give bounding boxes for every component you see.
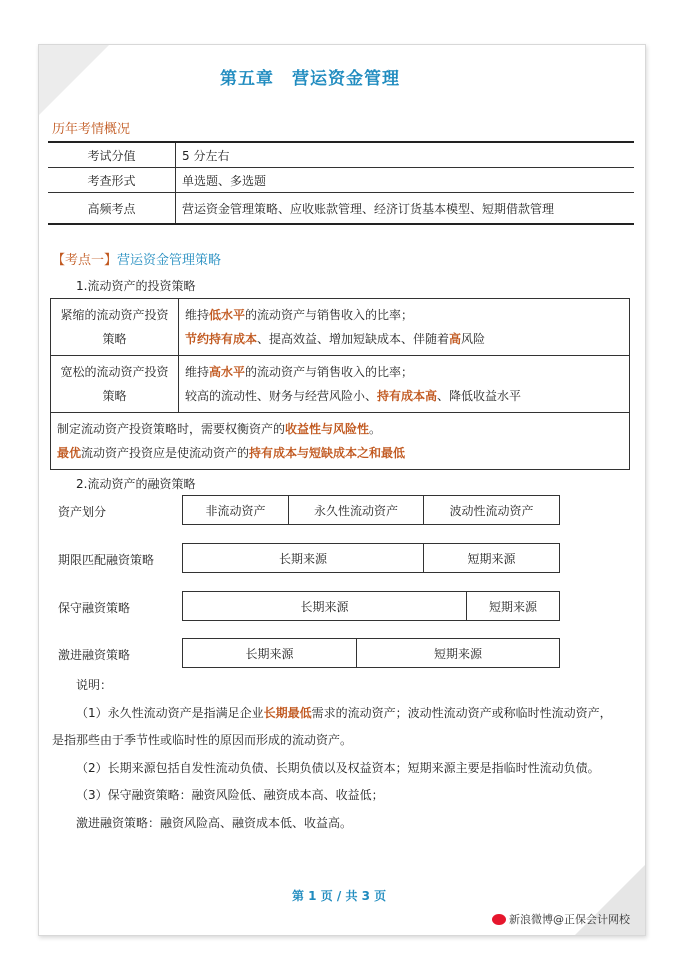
page-number: 第 1 页 / 共 3 页	[292, 889, 387, 903]
tight-strategy-label: 紧缩的流动资产投资策略	[51, 299, 179, 356]
table-row	[48, 168, 634, 193]
overview-heading: 历年考情概况	[52, 122, 131, 137]
overview-table	[48, 141, 634, 225]
bar-segment: 非流动资产	[183, 496, 289, 524]
weibo-icon	[492, 914, 506, 925]
explain-item-1: （1）永久性流动资产是指满足企业长期最低需求的流动资产；波动性流动资产或称临时性流动资产，	[76, 706, 612, 720]
row-value: 单选题、多选题	[176, 168, 635, 193]
weibo-credit: 新浪微博@正保会计网校	[492, 911, 630, 927]
asset-bar	[182, 495, 560, 525]
matching-label: 期限匹配融资策略	[58, 553, 155, 567]
aggressive-bar	[182, 638, 560, 668]
page-curl-top-left	[39, 45, 109, 115]
conservative-bar	[182, 591, 560, 621]
loose-strategy-label: 宽松的流动资产投资策略	[51, 356, 179, 413]
bar-segment: 短期来源	[433, 646, 482, 661]
table-row	[51, 356, 630, 413]
subheading-investment: 1.流动资产的投资策略	[76, 279, 196, 293]
point1-heading	[52, 249, 221, 268]
table-row	[48, 193, 634, 225]
explain-item-2: （2）长期来源包括自发性流动负债、长期负债以及权益资本；短期来源主要是指临时性流动负债。	[76, 761, 600, 775]
explain-item-1-cont: 是指那些由于季节性或临时性的原因而形成的流动资产。	[52, 733, 353, 747]
table-row	[51, 413, 630, 470]
aggressive-label: 激进融资策略	[58, 648, 131, 662]
subheading-financing: 2.流动资产的融资策略	[76, 477, 196, 491]
matching-bar	[182, 543, 560, 573]
loose-strategy-desc: 维持高水平的流动资产与销售收入的比率； 较高的流动性、财务与经营风险小、持有成本高、降低收益水平	[179, 356, 630, 413]
table-row	[51, 299, 630, 356]
point-title: 营运资金管理策略	[117, 253, 222, 268]
chapter-title: 第五章 营运资金管理	[220, 69, 400, 89]
asset-label: 资产划分	[58, 505, 107, 519]
row-key: 考查形式	[48, 168, 176, 193]
bar-segment: 波动性流动资产	[449, 503, 534, 518]
explain-label: 说明：	[76, 678, 113, 692]
explain-item-3: （3）保守融资策略：融资风险低、融资成本高、收益低；	[76, 788, 384, 802]
row-key: 高频考点	[48, 193, 176, 225]
row-value: 营运资金管理策略、应收账款管理、经济订货基本模型、短期借款管理	[176, 193, 635, 225]
conservative-label: 保守融资策略	[58, 601, 131, 615]
bar-segment: 永久性流动资产	[289, 496, 424, 524]
investment-table	[50, 298, 630, 470]
bar-segment: 长期来源	[183, 544, 424, 572]
bar-segment: 长期来源	[183, 592, 467, 620]
investment-note: 制定流动资产投资策略时，需要权衡资产的收益性与风险性。 最优流动资产投资应是使流动资产的持有成本与短缺成本之和最低	[51, 413, 630, 470]
bar-segment: 长期来源	[183, 639, 357, 667]
table-row	[48, 142, 634, 168]
row-value: 5 分左右	[176, 142, 635, 168]
tight-strategy-desc: 维持低水平的流动资产与销售收入的比率； 节约持有成本、提高效益、增加短缺成本、伴随着高风险	[179, 299, 630, 356]
point-bracket: 【考点一】	[52, 253, 118, 268]
bar-segment: 短期来源	[488, 599, 537, 614]
bar-segment: 短期来源	[467, 551, 516, 566]
row-key: 考试分值	[48, 142, 176, 168]
explain-item-4: 激进融资策略：融资风险高、融资成本低、收益高。	[76, 816, 353, 830]
